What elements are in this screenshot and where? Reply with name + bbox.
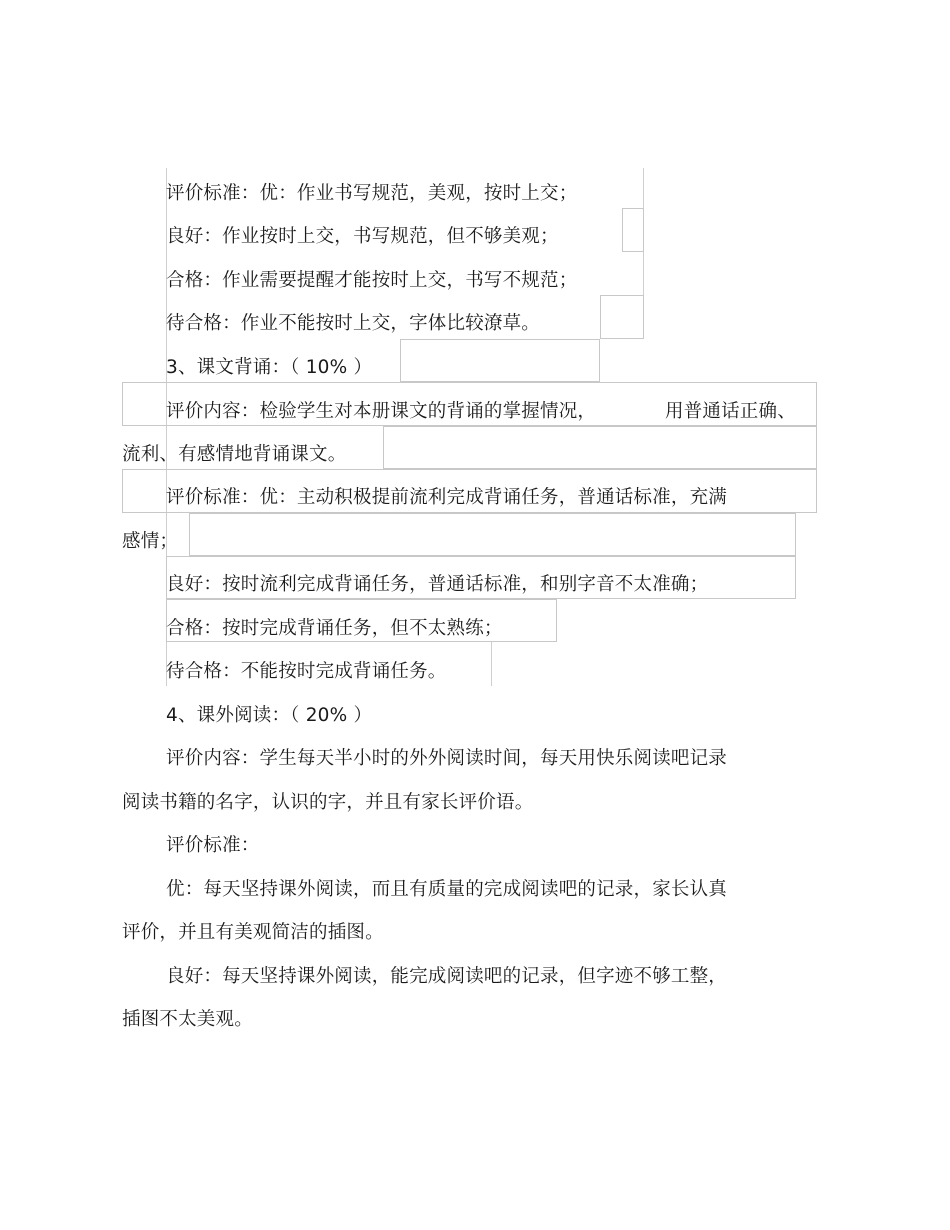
text-line: 评价标准：优：主动积极提前流利完成背诵任务，普通话标准，充满 (166, 487, 728, 508)
text-line: 评价标准：优：作业书写规范，美观，按时上交； (166, 183, 578, 204)
table-border (600, 295, 644, 339)
text-line: 评价标准： (166, 835, 260, 856)
text-line: 阅读书籍的名字，认识的字，并且有家长评价语。 (122, 792, 534, 813)
text-line: 流利、有感情地背诵课文。 (122, 444, 347, 465)
text-line: 优：每天坚持课外阅读，而且有质量的完成阅读吧的记录，家长认真 (166, 879, 728, 900)
section-heading: 3、课文背诵：（ 10% ） (166, 357, 373, 378)
text-line: 评价内容：学生每天半小时的外外阅读时间，每天用快乐阅读吧记录 (166, 748, 728, 769)
text-line: 用普通话正确、 (665, 401, 796, 422)
table-border (622, 208, 644, 252)
table-border (400, 339, 600, 382)
text-line: 合格：作业需要提醒才能按时上交，书写不规范； (166, 270, 578, 291)
text-line: 良好：按时流利完成背诵任务，普通话标准，和别字音不太准确； (166, 574, 709, 595)
text-line: 合格：按时完成背诵任务，但不太熟练； (166, 618, 503, 639)
section-heading: 4、课外阅读：（ 20% ） (166, 705, 373, 726)
text-line: 待合格：不能按时完成背诵任务。 (166, 661, 447, 682)
text-line: 评价内容：检验学生对本册课文的背诵的掌握情况， (166, 401, 597, 422)
text-line: 评价，并且有美观简洁的插图。 (122, 922, 384, 943)
table-border (491, 642, 492, 686)
text-line: 感情； (122, 531, 179, 552)
text-line: 待合格：作业不能按时上交，字体比较潦草。 (166, 313, 541, 334)
table-border (643, 252, 644, 295)
table-border (189, 513, 796, 556)
table-border (643, 168, 644, 208)
table-border (383, 426, 817, 469)
text-line: 良好：作业按时上交，书写规范，但不够美观； (166, 226, 559, 247)
text-line: 插图不太美观。 (122, 1009, 253, 1030)
text-line: 良好：每天坚持课外阅读，能完成阅读吧的记录，但字迹不够工整， (166, 966, 728, 987)
